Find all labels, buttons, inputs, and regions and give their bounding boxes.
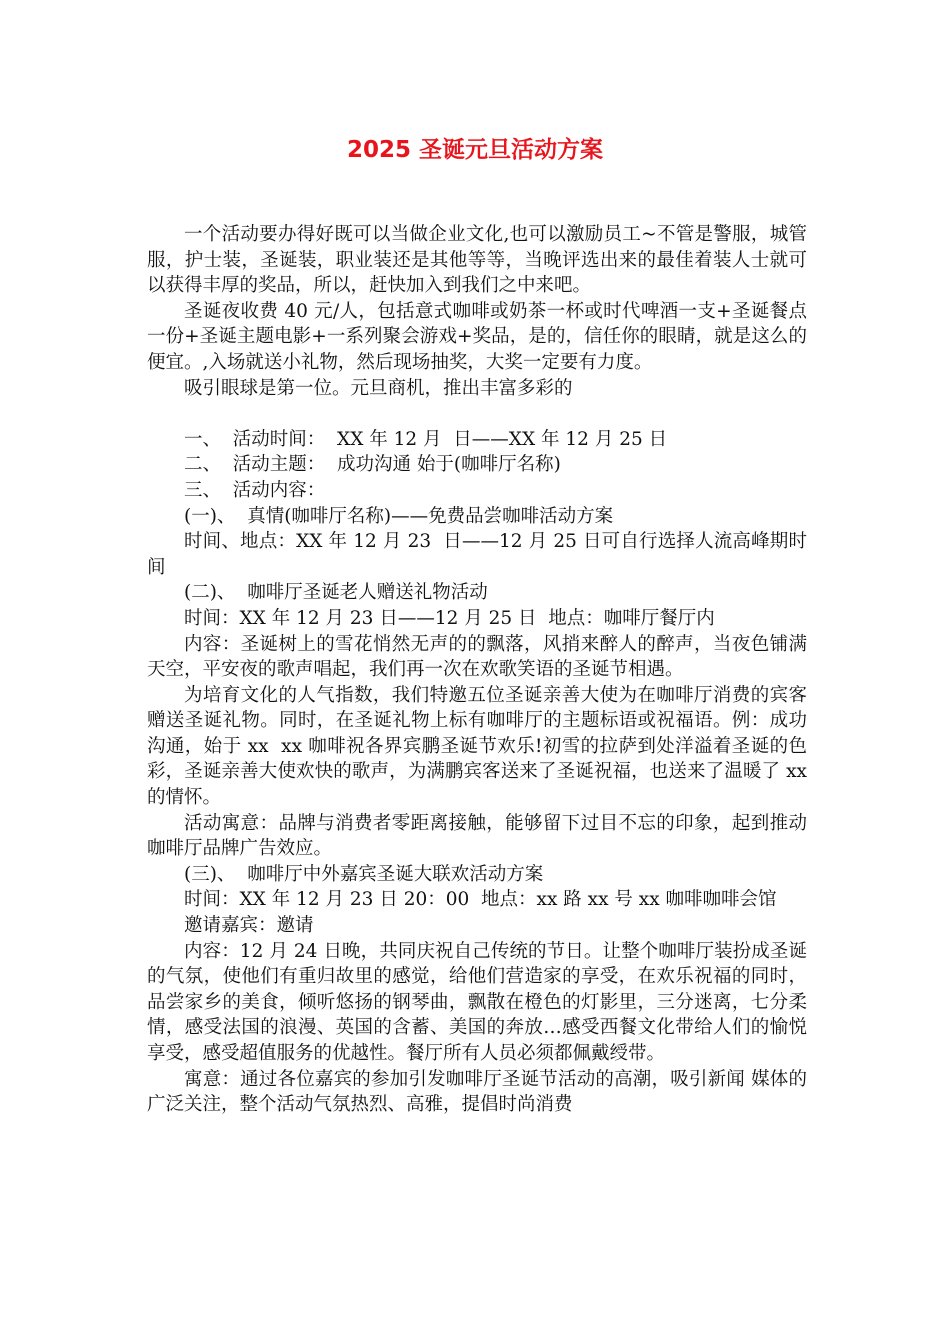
section-two-meaning: 活动寓意：品牌与消费者零距离接触，能够留下过目不忘的印象，起到推动咖啡厅品牌广告效应。	[147, 812, 807, 860]
paragraph-gap	[147, 401, 807, 427]
document-title: 2025 圣诞元旦活动方案	[346, 137, 604, 163]
section-three-guests: 邀请嘉宾：邀请	[184, 915, 314, 937]
section-one-heading: (一)、 真情(咖啡厅名称)——免费品尝咖啡活动方案	[184, 505, 614, 527]
paragraph-pricing: 圣诞夜收费 40 元/人，包括意式咖啡或奶茶一杯或时代啤酒一支+圣诞餐点一份+圣诞主题电影+一系列聚会游戏+奖品，是的，信任你的眼睛，就是这么的便宜。,入场就送小礼物，然后现场抽奖，大奖一定要有力度。	[147, 300, 807, 373]
item-activity-content: 三、 活动内容：	[184, 479, 326, 501]
section-two-heading: (二)、 咖啡厅圣诞老人赠送礼物活动	[184, 582, 488, 604]
section-three-time-place: 时间：XX 年 12 月 23 日 20：00 地点：xx 路 xx 号 xx 咖啡咖啡会馆	[184, 889, 777, 911]
document-body	[147, 222, 813, 1118]
paragraph-intro: 一个活动要办得好既可以当做企业文化,也可以激励员工~不管是警服，城管服，护士装，圣诞装，职业装还是其他等等，当晚评选出来的最佳着装人士就可以获得丰厚的奖品，所以，赶快加入到我们之中来吧。	[147, 224, 807, 297]
section-three-content: 内容：12 月 24 日晚，共同庆祝自己传统的节日。让整个咖啡厅装扮成圣诞的气氛，使他们有重归故里的感觉，给他们营造家的享受，在欢乐祝福的同时，品尝家乡的美食，倾听悠扬的钢琴曲，飘散在橙色的灯影里，三分迷离，七分柔情，感受法国的浪漫、英国的含蓄、美国的奔放…感受西餐文化带给人们的愉悦享受，感受超值服务的优越性。餐厅所有人员必须都佩戴绶带。	[147, 940, 807, 1064]
section-two-gifts: 为培育文化的人气指数，我们特邀五位圣诞亲善大使为在咖啡厅消费的宾客赠送圣诞礼物。同时，在圣诞礼物上标有咖啡厅的主题标语或祝福语。例：成功沟通，始于 xx xx 咖啡祝各界宾鹏圣诞节欢乐!初雪的拉萨到处洋溢着圣诞的色彩，圣诞亲善大使欢快的歌声，为满鹏宾客送来了圣诞祝福，也送来了温暖了 xx 的情怀。	[147, 684, 813, 809]
section-three-meaning: 寓意：通过各位嘉宾的参加引发咖啡厅圣诞节活动的高潮，吸引新闻 媒体的广泛关注，整个活动气氛热烈、高雅，提倡时尚消费	[147, 1068, 807, 1116]
section-three-heading: (三)、 咖啡厅中外嘉宾圣诞大联欢活动方案	[184, 863, 544, 885]
item-activity-time: 一、 活动时间： XX 年 12 月 日——XX 年 12 月 25 日	[184, 428, 668, 450]
item-activity-theme: 二、 活动主题： 成功沟通 始于(咖啡厅名称)	[184, 454, 561, 476]
section-two-time-place: 时间：XX 年 12 月 23 日——12 月 25 日 地点：咖啡厅餐厅内	[184, 607, 715, 629]
paragraph-attention: 吸引眼球是第一位。元旦商机，推出丰富多彩的	[184, 377, 573, 399]
section-one-time-place: 时间、地点：XX 年 12 月 23 日——12 月 25 日可自行选择人流高峰期时间	[147, 531, 807, 578]
section-two-content: 内容：圣诞树上的雪花悄然无声的的飘落，风捎来醉人的醉声，当夜色铺满天空，平安夜的歌声唱起，我们再一次在欢歌笑语的圣诞节相遇。	[147, 633, 807, 681]
